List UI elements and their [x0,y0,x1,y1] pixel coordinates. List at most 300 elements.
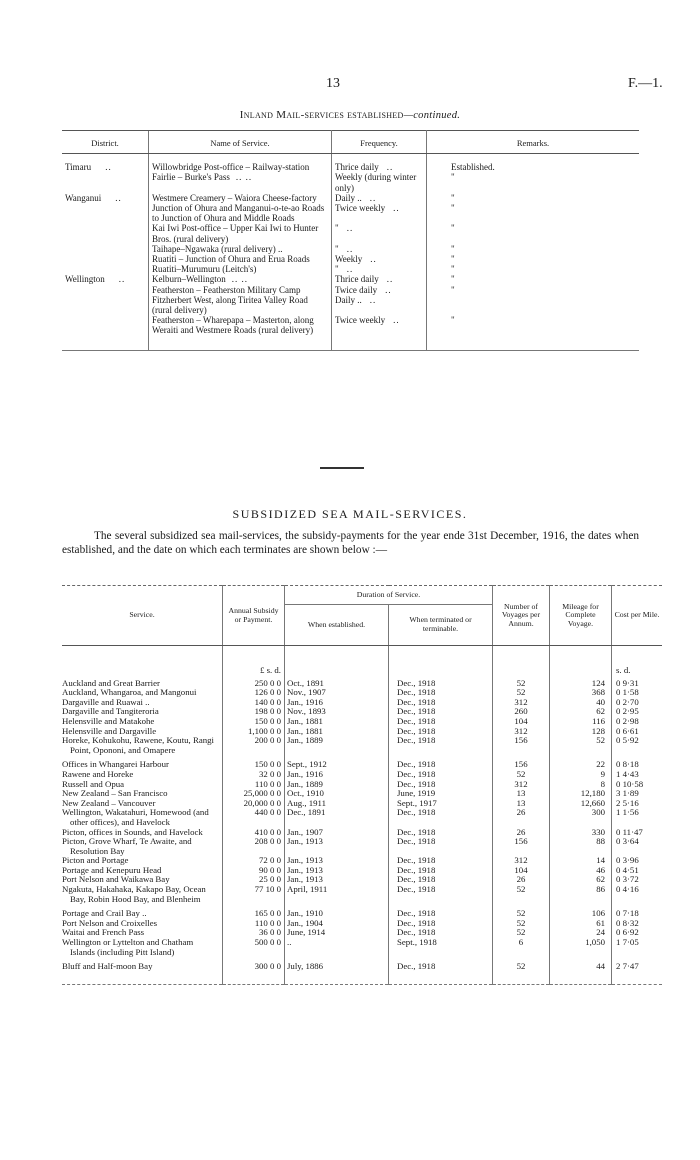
sea-subsidy-cell: 198 0 0 [223,707,285,717]
sea-service-name: Bluff and Half-moon Bay [62,961,153,972]
frequency-text: Twice daily [335,284,378,295]
inland-row [62,244,639,254]
frequency-cell [332,193,427,203]
sea-terminated-cell: Dec., 1918 [389,957,493,984]
district-leader: .. [115,192,122,203]
sea-mileage-cell: 1,050 [550,938,612,957]
sea-cost-cell: 2 5·16 [612,799,663,809]
page-number: 13 [326,76,340,91]
sea-mail-services-table [62,585,662,985]
service-name: Taihape–Ngawaka (rural delivery) .. [152,243,283,254]
service-name-cell [149,274,332,284]
sea-cost-cell: 0 4·51 [612,866,663,876]
sea-service-name: Picton and Portage [62,855,129,866]
inland-header-district: District. [62,131,149,154]
district-cell [62,285,149,295]
sea-terminated-cell: Dec., 1918 [389,856,493,866]
frequency-leader: .. [386,274,394,285]
sea-voyages-cell: 26 [493,875,550,885]
sea-mileage-cell: 86 [550,885,612,904]
frequency-text: Daily .. [335,294,362,305]
service-leader: .. .. [231,274,249,285]
sea-service-cell [62,755,223,770]
frequency-text: " [335,243,339,254]
sea-voyages-cell: 52 [493,904,550,919]
sea-service-name: Offices in Whangarei Harbour [62,759,169,770]
district-name: Wellington [65,274,105,285]
sea-established-cell: Dec., 1891 [285,808,389,827]
sea-terminated-cell: Dec., 1918 [389,904,493,919]
sea-mileage-cell: 106 [550,904,612,919]
sea-subsidy-cell: 110 0 0 [223,780,285,790]
service-name: Westmere Creamery – Waiora Cheese-factory [152,192,317,203]
inland-row [62,285,639,295]
inland-row [62,223,639,243]
frequency-text: Weekly (during winter only) [335,172,417,193]
sea-voyages-cell: 52 [493,688,550,698]
sea-mileage-cell: 44 [550,957,612,984]
sea-mileage-cell: 124 [550,679,612,689]
sea-voyages-cell: 52 [493,919,550,929]
sea-cost-cell: 0 3·72 [612,875,663,885]
sea-terminated-cell: Dec., 1918 [389,928,493,938]
remarks-cell: " [427,315,640,350]
district-leader: .. [105,162,112,173]
sea-terminated-cell: Dec., 1918 [389,755,493,770]
sea-voyages-cell: 156 [493,736,550,755]
sea-row [62,736,662,755]
sea-established-cell: Aug., 1911 [285,799,389,809]
sea-established-cell: Jan., 1881 [285,727,389,737]
district-cell [62,172,149,192]
sea-cost-cell: 0 3·64 [612,837,663,856]
frequency-text: Thrice daily [335,274,379,285]
sea-established-cell: Jan., 1889 [285,736,389,755]
inland-row [62,274,639,284]
sea-mileage-cell: 14 [550,856,612,866]
sea-service-name: Helensville and Dargaville [62,725,157,736]
sea-mileage-cell: 116 [550,717,612,727]
sea-voyages-cell: 52 [493,679,550,689]
district-cell [62,254,149,264]
sea-service-cell [62,837,223,856]
remarks-cell: " [451,284,455,295]
service-name-cell [149,244,332,254]
sea-voyages-cell: 104 [493,717,550,727]
sea-cost-cell: 0 3·96 [612,856,663,866]
sea-service-name: Picton, offices in Sounds, and Havelock [62,826,203,837]
sea-mileage-cell: 88 [550,837,612,856]
sea-voyages-cell: 104 [493,866,550,876]
service-name-cell [149,254,332,264]
sea-voyages-cell: 156 [493,837,550,856]
district-cell [62,295,149,315]
sea-subsidy-cell: 36 0 0 [223,928,285,938]
sea-voyages-cell: 13 [493,799,550,809]
sea-established-cell: Oct., 1910 [285,789,389,799]
sea-terminated-cell: Dec., 1918 [389,885,493,904]
service-name-cell [149,295,332,315]
sea-service-name: New Zealand – San Francisco [62,788,168,799]
sea-subsidy-cell: 200 0 0 [223,736,285,755]
sea-service-name: Ngakuta, Hakahaka, Kakapo Bay, Ocean Bay, Robin Hood Bay, and Blenheim [62,884,206,904]
document-reference: F.—1. [628,76,663,91]
inland-title-main: Inland Mail-services established [239,109,404,121]
sea-service-name: Rawene and Horeke [62,768,134,779]
district-cell [62,223,149,243]
sea-voyages-cell: 52 [493,928,550,938]
service-name: Junction of Ohura and Manganui-o-te-ao Roads to Junction of Ohura and Middle Roads [152,203,325,224]
sea-intro-paragraph [62,530,639,557]
inland-mail-services-table [62,130,639,351]
sea-service-name: Russell and Opua [62,778,125,789]
frequency-cell [332,223,427,243]
sea-service-cell [62,736,223,755]
frequency-text: Weekly [335,254,363,265]
frequency-cell [332,274,427,284]
sea-row [62,938,662,957]
sea-terminated-cell: Sept., 1917 [389,799,493,809]
inland-row [62,203,639,223]
sea-terminated-cell: Dec., 1918 [389,780,493,790]
service-name-cell [149,193,332,203]
service-name: Fitzherbert West, along Tiritea Valley Road (rural delivery) [152,294,308,316]
sea-mileage-cell: 12,660 [550,799,612,809]
sea-service-name: Port Nelson and Waikawa Bay [62,874,170,885]
sea-row [62,885,662,904]
sea-subsidy-cell: 150 0 0 [223,717,285,727]
sea-cost-cell: 0 4·16 [612,885,663,904]
inland-header-remarks: Remarks. [427,131,640,154]
sea-terminated-cell: Dec., 1918 [389,717,493,727]
inland-table-body [62,154,639,350]
sea-header-row-1 [62,586,662,605]
inland-row [62,264,639,274]
sea-service-name: Helensville and Matakohe [62,715,155,726]
sea-voyages-cell: 52 [493,885,550,904]
sea-header-voyages: Number of Voyages per Annum. [493,586,550,646]
remarks-cell [427,295,640,315]
sea-voyages-cell: 312 [493,780,550,790]
inland-header-frequency: Frequency. [332,131,427,154]
sea-cost-cell: 1 4·43 [612,770,663,780]
sea-subsidy-cell: 20,000 0 0 [223,799,285,809]
frequency-text: Twice weekly [335,203,386,214]
frequency-leader: .. [346,223,354,234]
sea-established-cell: Jan., 1913 [285,875,389,885]
sea-header-cost: Cost per Mile. [612,586,663,646]
sea-subsidy-cell: 410 0 0 [223,828,285,838]
frequency-leader: .. [393,315,400,326]
sea-row [62,755,662,770]
inland-title-continued: —continued. [403,110,461,121]
sea-established-cell: April, 1911 [285,885,389,904]
sea-header-service: Service. [62,586,223,646]
sea-voyages-cell: 13 [493,789,550,799]
sea-row [62,688,662,698]
frequency-cell [332,295,427,315]
sea-cost-cell: 1 1·56 [612,808,663,827]
sea-established-cell: Jan., 1889 [285,780,389,790]
frequency-text: " [335,264,339,275]
district-cell [62,264,149,274]
sea-voyages-cell: 260 [493,707,550,717]
sea-cost-cell: 0 2·98 [612,717,663,727]
sea-cost-cell: 0 7·18 [612,904,663,919]
inland-row [62,193,639,203]
sea-service-name: Port Nelson and Croixelles [62,917,158,928]
sea-service-name: Auckland and Great Barrier [62,677,160,688]
sea-terminated-cell: Dec., 1918 [389,727,493,737]
sea-header-duration: Duration of Service. [285,586,493,605]
sea-established-cell: Sept., 1912 [285,755,389,770]
remarks-cell: " [451,203,455,214]
district-cell [62,154,149,173]
sea-subsidy-cell: 32 0 0 [223,770,285,780]
district-leader: .. [118,274,126,285]
inland-row [62,295,639,315]
sea-unit-subsidy: £ s. d. [223,646,285,679]
sea-service-cell [62,957,223,984]
sea-cost-cell: 0 1·58 [612,688,663,698]
sea-subsidy-cell: 110 0 0 [223,919,285,929]
sea-row [62,904,662,919]
service-leader: .. .. [235,172,253,183]
district-name: Wanganui [65,192,102,203]
sea-terminated-cell: Dec., 1918 [389,679,493,689]
inland-row [62,254,639,264]
section-divider [320,467,364,469]
sea-subsidy-cell: 250 0 0 [223,679,285,689]
sea-terminated-cell: June, 1919 [389,789,493,799]
sea-terminated-cell: Dec., 1918 [389,808,493,827]
sea-mileage-cell: 12,180 [550,789,612,799]
sea-established-cell: July, 1886 [285,957,389,984]
sea-row [62,837,662,856]
sea-voyages-cell: 156 [493,755,550,770]
service-name: Kelburn–Wellington [152,274,226,285]
sea-cost-cell: 3 1·89 [612,789,663,799]
sea-service-name: New Zealand – Vancouver [62,797,156,808]
frequency-cell [332,285,427,295]
sea-terminated-cell: Dec., 1918 [389,828,493,838]
sea-service-name: Dargaville and Tangiteroria [62,706,159,717]
service-name: Fairlie – Burke's Pass [152,172,230,183]
sea-established-cell: Nov., 1907 [285,688,389,698]
service-name: Featherston – Wharepapa – Masterton, along Weraiti and Westmere Roads (rural delivery) [152,315,314,336]
sea-service-name: Horeke, Kohukohu, Rawene, Koutu, Rangi Point, Opononi, and Omapere [62,735,214,755]
frequency-leader: .. [370,254,377,265]
sea-mileage-cell: 9 [550,770,612,780]
sea-subsidy-cell: 77 10 0 [223,885,285,904]
sea-mileage-cell: 330 [550,828,612,838]
frequency-cell [332,172,427,192]
remarks-cell: " [451,254,455,265]
sea-voyages-cell: 52 [493,957,550,984]
sea-subsidy-cell: 126 0 0 [223,688,285,698]
sea-cost-cell: 0 9·31 [612,679,663,689]
sea-terminated-cell: Dec., 1918 [389,866,493,876]
remarks-cell: " [451,223,455,234]
sea-cost-cell: 1 7·05 [612,938,663,957]
sea-unit-cost: s. d. [612,646,663,679]
frequency-cell [332,154,427,173]
frequency-leader: .. [386,162,394,173]
sea-service-name: Picton, Grove Wharf, Te Awaite, and Resolution Bay [62,836,192,856]
sea-units-row [62,646,662,679]
service-name-cell [149,285,332,295]
frequency-text: Daily .. [335,192,362,203]
sea-mileage-cell: 22 [550,755,612,770]
remarks-cell: " [451,243,455,254]
sea-cost-cell: 0 2·70 [612,698,663,708]
sea-cost-cell: 0 6·92 [612,928,663,938]
sea-service-name: Wellington or Lyttelton and Chatham Islands (including Pitt Island) [62,937,194,957]
sea-established-cell: Jan., 1910 [285,904,389,919]
sea-section-title: SUBSIDIZED SEA MAIL-SERVICES. [232,507,468,521]
frequency-cell [332,264,427,274]
sea-row [62,957,662,984]
service-name: Kai Iwi Post-office – Upper Kai Iwi to Hunter Bros. (rural delivery) [152,223,319,244]
sea-service-name: Wellington, Wakatahuri, Homewood (and other offices), and Havelock [62,807,209,827]
remarks-cell: " [451,264,455,275]
sea-row [62,919,662,929]
sea-voyages-cell: 312 [493,698,550,708]
sea-mileage-cell: 61 [550,919,612,929]
sea-mileage-cell: 128 [550,727,612,737]
sea-terminated-cell: Dec., 1918 [389,698,493,708]
sea-mileage-cell: 368 [550,688,612,698]
frequency-text: Twice weekly [335,315,386,326]
sea-service-cell [62,885,223,904]
sea-mileage-cell: 46 [550,866,612,876]
service-name: Featherston – Featherston Military Camp [152,284,301,295]
sea-subsidy-cell: 72 0 0 [223,856,285,866]
sea-voyages-cell: 312 [493,856,550,866]
sea-terminated-cell: Dec., 1918 [389,770,493,780]
service-name-cell [149,172,332,192]
district-cell [62,244,149,254]
sea-service-name: Portage and Crail Bay .. [62,908,147,919]
frequency-leader: .. [385,284,392,295]
sea-terminated-cell: Dec., 1918 [389,688,493,698]
remarks-cell: " [451,192,455,203]
sea-voyages-cell: 26 [493,828,550,838]
sea-established-cell: Nov., 1893 [285,707,389,717]
sea-established-cell: Jan., 1916 [285,698,389,708]
sea-header-established: When established. [285,605,389,646]
frequency-text: Thrice daily [335,162,379,173]
frequency-cell [332,315,427,350]
sea-established-cell: Jan., 1907 [285,828,389,838]
remarks-cell: " [451,172,455,183]
sea-terminated-cell: Dec., 1918 [389,707,493,717]
service-name-cell [149,154,332,173]
sea-established-cell: Jan., 1913 [285,856,389,866]
remarks-cell: " [451,274,455,285]
sea-service-cell [62,904,223,919]
district-cell [62,274,149,284]
sea-service-name: Auckland, Whangaroa, and Mangonui [62,687,197,698]
sea-voyages-cell: 6 [493,938,550,957]
frequency-leader: .. [346,243,354,254]
service-name-cell [149,223,332,243]
sea-established-cell: Jan., 1913 [285,866,389,876]
frequency-cell [332,254,427,264]
district-cell [62,315,149,350]
frequency-leader: .. [369,294,377,305]
sea-established-cell: Jan., 1913 [285,837,389,856]
district-cell [62,203,149,223]
district-name: Timaru [65,162,92,173]
sea-cost-cell: 0 10·58 [612,780,663,790]
sea-terminated-cell: Dec., 1918 [389,736,493,755]
sea-mileage-cell: 8 [550,780,612,790]
sea-voyages-cell: 52 [493,770,550,780]
inland-header-row [62,131,639,154]
frequency-cell [332,244,427,254]
service-name: Willowbridge Post-office – Railway-station [152,162,310,173]
sea-established-cell: .. [285,938,389,957]
sea-cost-cell: 0 8·32 [612,919,663,929]
sea-subsidy-cell: 25 0 0 [223,875,285,885]
sea-mileage-cell: 62 [550,875,612,885]
sea-intro-text: The several subsidized sea mail-services, the subsidy-payments for the year ende 31st December, 1916, the dates when established, and the date on which each terminates are shown below :— [62,530,639,556]
frequency-leader: .. [393,203,400,214]
sea-voyages-cell: 26 [493,808,550,827]
remarks-cell: Established. [451,162,495,173]
district-cell [62,193,149,203]
inland-row [62,172,639,192]
sea-table-body [62,646,662,985]
service-name-cell [149,264,332,274]
sea-mileage-cell: 300 [550,808,612,827]
sea-cost-cell: 2 7·47 [612,957,663,984]
sea-service-cell [62,938,223,957]
sea-voyages-cell: 312 [493,727,550,737]
sea-mileage-cell: 52 [550,736,612,755]
sea-subsidy-cell: 165 0 0 [223,904,285,919]
frequency-cell [332,203,427,223]
service-name: Ruatiti–Murumuru (Leitch's) [152,264,257,275]
sea-mileage-cell: 40 [550,698,612,708]
sea-header-terminated: When terminated or terminable. [389,605,493,646]
service-name-cell [149,203,332,223]
sea-subsidy-cell: 25,000 0 0 [223,789,285,799]
sea-terminated-cell: Dec., 1918 [389,875,493,885]
sea-header-subsidy: Annual Subsidy or Payment. [223,586,285,646]
sea-established-cell: Jan., 1904 [285,919,389,929]
sea-header-mileage: Mileage for Complete Voyage. [550,586,612,646]
inland-table-title [0,109,700,121]
sea-subsidy-cell: 300 0 0 [223,957,285,984]
sea-established-cell: Jan., 1881 [285,717,389,727]
inland-header-service: Name of Service. [149,131,332,154]
sea-established-cell: Oct., 1891 [285,679,389,689]
sea-service-cell [62,808,223,827]
frequency-leader: .. [346,264,354,275]
service-name: Ruatiti – Junction of Ohura and Erua Roads [152,254,310,265]
sea-cost-cell: 0 2·95 [612,707,663,717]
sea-terminated-cell: Dec., 1918 [389,837,493,856]
service-name-cell [149,315,332,350]
sea-row [62,808,662,827]
sea-row [62,770,662,780]
sea-cost-cell: 0 8·18 [612,755,663,770]
inland-row [62,315,639,350]
sea-subsidy-cell: 208 0 0 [223,837,285,856]
sea-cost-cell: 0 5·92 [612,736,663,755]
